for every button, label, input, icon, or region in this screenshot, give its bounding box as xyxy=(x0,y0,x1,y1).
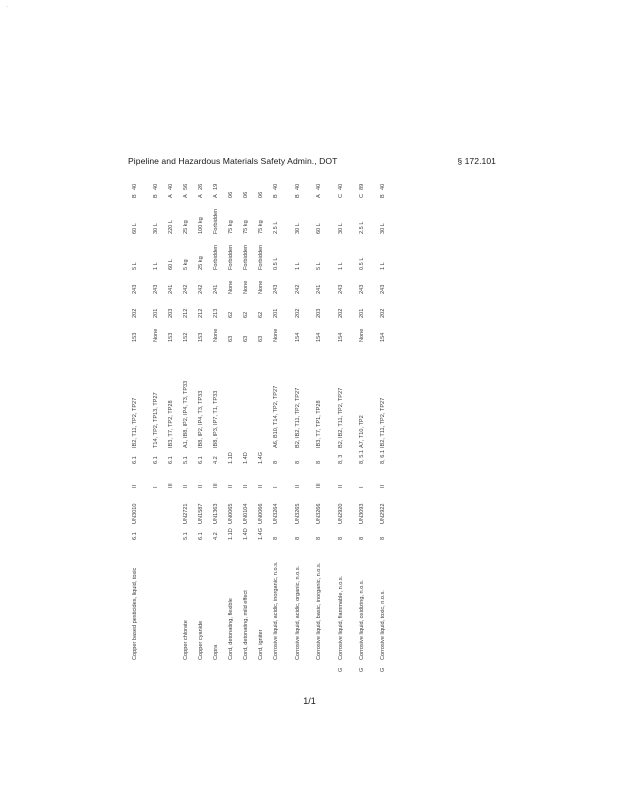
cell-id: UN0066 xyxy=(258,503,265,524)
cell-q1: 5 L xyxy=(132,262,138,270)
cell-lbl: 4.2 xyxy=(213,456,220,464)
cell-sp: IB8, IP3, IP7, T1, TP33 xyxy=(213,390,220,448)
cell-pg: I xyxy=(273,486,280,488)
cell-ves2: 40 xyxy=(168,183,175,190)
cell-id: UN2721 xyxy=(183,503,190,524)
cell-sym: G xyxy=(337,667,344,672)
cell-pg: II xyxy=(243,484,250,488)
table-row xyxy=(153,182,160,672)
cell-cls: 4.2 xyxy=(213,532,220,540)
page-footer: 1/1 xyxy=(303,696,316,706)
cell-desc: Copper chlorate xyxy=(183,620,190,660)
cell-ves2: 19 xyxy=(213,183,220,190)
cell-pk2: 62 xyxy=(258,311,265,318)
cell-cls: 1.1D xyxy=(228,528,235,540)
cell-q1: 0.5 L xyxy=(273,257,280,270)
cell-q2: 2.5 L xyxy=(359,221,365,234)
cell-pg: II xyxy=(380,484,387,488)
header-agency-title: Pipeline and Hazardous Materials Safety Admin., DOT xyxy=(128,156,338,166)
hazmat-table-rotated xyxy=(128,182,496,672)
cell-lbl: 1.1D xyxy=(228,452,235,464)
cell-pk1: None xyxy=(273,328,280,342)
table-row xyxy=(295,182,308,672)
cell-pk1: 63 xyxy=(258,335,265,342)
cell-ves2: 40 xyxy=(132,183,138,190)
cell-id: UN1587 xyxy=(198,503,205,524)
cell-cls: 8 xyxy=(294,536,301,540)
cell-desc: Corrosive liquid, basic, inorganic, n.o.s. xyxy=(316,562,323,660)
cell-sp: B2, IB2, T11, TP2, TP27 xyxy=(294,387,301,448)
cell-lbl: 8 xyxy=(273,460,280,464)
table-row xyxy=(380,182,393,672)
cell-q1: 25 kg xyxy=(198,256,205,270)
cell-pk2: 201 xyxy=(273,308,280,318)
cell-q2: 75 kg xyxy=(228,220,235,234)
cell-q2: 60 L xyxy=(316,223,323,234)
cell-sp: A6, B10, T14, TP2, TP27 xyxy=(273,385,280,448)
cell-cls: 1.4G xyxy=(258,527,265,540)
cell-desc: Corrosive liquid, acidic, inorganic, n.o.s. xyxy=(273,561,280,660)
cell-ves: A xyxy=(198,194,205,198)
cell-cls: 6.1 xyxy=(132,532,138,540)
cell-pg: I xyxy=(359,486,365,488)
cell-q2: 30 L xyxy=(294,223,301,234)
running-header xyxy=(128,156,496,168)
cell-pk1: None xyxy=(153,328,160,342)
cell-sp: A1, IB8, IP2, IP4, T3, TP33 xyxy=(183,380,190,448)
cell-ves2: 89 xyxy=(359,183,365,190)
cell-ves2: 40 xyxy=(380,183,387,190)
cell-lbl: 6.1 xyxy=(153,456,160,464)
cell-ves2: 40 xyxy=(337,183,344,190)
cell-pg: III xyxy=(168,483,175,488)
cell-sp: A7, T10, TP2 xyxy=(359,415,365,448)
table-row xyxy=(213,182,220,672)
cell-pk1: 152 xyxy=(183,332,190,342)
cell-lbl: 8, 5.1 xyxy=(359,450,365,464)
cell-q1: 1 L xyxy=(337,262,344,270)
cell-pg: II xyxy=(258,484,265,488)
cell-lbl: 8 xyxy=(316,460,323,464)
cell-cls: 8 xyxy=(359,536,365,540)
cell-pg: I xyxy=(153,486,160,488)
corner-mark: · xyxy=(6,4,8,10)
cell-desc: Copper cyanide xyxy=(198,620,205,660)
cell-pk1: None xyxy=(359,328,365,342)
cell-pk3: None xyxy=(243,280,250,294)
cell-q2: 25 kg xyxy=(183,220,190,234)
table-row xyxy=(273,182,286,672)
cell-pk1: None xyxy=(213,328,220,342)
cell-pg: III xyxy=(316,483,323,488)
cell-id: UN1363 xyxy=(213,503,220,524)
cell-q2: 30 L xyxy=(380,223,387,234)
cell-desc: Cord, igniter xyxy=(258,629,265,660)
cell-cls: 8 xyxy=(273,536,280,540)
cell-ves2: 40 xyxy=(153,183,160,190)
cell-ves: B xyxy=(132,194,138,198)
cell-desc: Cord, detonating, mild effect xyxy=(243,590,250,660)
cell-ves2: 40 xyxy=(294,183,301,190)
cell-ves: 06 xyxy=(243,191,250,198)
cell-ves: C xyxy=(359,193,365,198)
cell-pk2: 201 xyxy=(153,308,160,318)
cell-pk2: 62 xyxy=(228,311,235,318)
cell-ves2: 40 xyxy=(273,183,280,190)
cell-pk3: None xyxy=(258,280,265,294)
cell-id: UN3264 xyxy=(273,503,280,524)
cell-pk3: 242 xyxy=(198,284,205,294)
cell-q1: 1 L xyxy=(294,262,301,270)
cell-desc: Corrosive liquid, oxidizing, n.o.s. xyxy=(359,579,365,660)
table-row xyxy=(228,182,235,672)
hazmat-table-region xyxy=(128,182,496,672)
cell-pk1: 153 xyxy=(132,332,138,342)
cell-q1: 1 L xyxy=(380,262,387,270)
cell-pk1: 154 xyxy=(316,332,323,342)
cell-ves: B xyxy=(294,194,301,198)
cell-pk3: 243 xyxy=(380,284,387,294)
cell-cls: 8 xyxy=(337,536,344,540)
cell-pk1: 63 xyxy=(228,335,235,342)
cell-ves: A xyxy=(183,194,190,198)
cell-q2: 60 L xyxy=(132,223,138,234)
cell-q1: Forbidden xyxy=(258,244,265,270)
cell-pk3: 243 xyxy=(153,284,160,294)
cell-q2: 75 kg xyxy=(258,220,265,234)
cell-sym: G xyxy=(380,667,387,672)
cell-pk3: 243 xyxy=(337,284,344,294)
cell-lbl: 6.1 xyxy=(132,456,138,464)
cell-pg: II xyxy=(337,484,344,488)
cell-q1: 0.5 L xyxy=(359,257,365,270)
cell-q1: 5 L xyxy=(316,262,323,270)
cell-pk3: 243 xyxy=(359,284,365,294)
cell-lbl: 1.4D xyxy=(243,452,250,464)
cell-lbl: 6.1 xyxy=(198,456,205,464)
cell-pg: II xyxy=(132,484,138,488)
cell-cls: 8 xyxy=(316,536,323,540)
cell-desc: Corrosive liquid, toxic, n.o.s. xyxy=(380,590,387,660)
cell-ves2: 56 xyxy=(183,183,190,190)
table-row xyxy=(168,182,175,672)
cell-pg: II xyxy=(294,484,301,488)
cell-cls: 6.1 xyxy=(198,532,205,540)
cell-pk1: 154 xyxy=(294,332,301,342)
cell-sp: IB3, T7, TP1, TP28 xyxy=(316,400,323,448)
cell-q1: Forbidden xyxy=(243,244,250,270)
table-row xyxy=(183,182,190,672)
cell-lbl: 8, 6.1 xyxy=(380,450,387,464)
cell-q2: 75 kg xyxy=(243,220,250,234)
cell-pk1: 153 xyxy=(198,332,205,342)
cell-pk1: 153 xyxy=(168,332,175,342)
cell-ves: B xyxy=(380,194,387,198)
cell-lbl: 8, 3 xyxy=(337,454,344,464)
cell-lbl: 1.4G xyxy=(258,451,265,464)
table-row xyxy=(258,182,265,672)
cell-id: UN0065 xyxy=(228,503,235,524)
cell-ves2: 26 xyxy=(198,183,205,190)
cell-ves2: 40 xyxy=(316,183,323,190)
cell-q2: 220 L xyxy=(168,220,175,234)
cell-q2: 30 L xyxy=(337,223,344,234)
cell-q1: 5 kg xyxy=(183,259,190,270)
cell-q1: 1 L xyxy=(153,262,160,270)
table-row xyxy=(243,182,250,672)
cell-sym: G xyxy=(359,667,365,672)
cell-pk2: 213 xyxy=(213,308,220,318)
cell-pg: II xyxy=(198,484,205,488)
cell-pk2: 62 xyxy=(243,311,250,318)
header-section-number: § 172.101 xyxy=(457,156,496,166)
cell-pk2: 202 xyxy=(380,308,387,318)
cell-pk3: None xyxy=(228,280,235,294)
cell-cls: 1.4D xyxy=(243,528,250,540)
cell-ves: A xyxy=(213,194,220,198)
cell-pk2: 202 xyxy=(294,308,301,318)
cell-pg: III xyxy=(213,483,220,488)
cell-pg: II xyxy=(183,484,190,488)
cell-pg: II xyxy=(228,484,235,488)
cell-q2: 2.5 L xyxy=(273,221,280,234)
cell-pk2: 201 xyxy=(359,308,365,318)
cell-id: UN3266 xyxy=(316,503,323,524)
cell-pk1: 154 xyxy=(380,332,387,342)
cell-ves: 06 xyxy=(228,191,235,198)
cell-lbl: 5.1 xyxy=(183,456,190,464)
cell-id: UN3265 xyxy=(294,503,301,524)
cell-q1: Forbidden xyxy=(213,244,220,270)
cell-q2: 100 kg xyxy=(198,217,205,234)
cell-ves: B xyxy=(273,194,280,198)
cell-desc: Copper based pesticides, liquid, toxic xyxy=(132,567,138,660)
cell-desc: Cord, detonating, flexible xyxy=(228,598,235,660)
cell-desc: Corrosive liquid, flammable, n.o.s. xyxy=(337,575,344,660)
cell-id: UN3010 xyxy=(132,503,138,524)
cell-sp: B2, IB2, T11, TP2, TP27 xyxy=(337,387,344,448)
table-row xyxy=(316,182,329,672)
cell-lbl: 6.1 xyxy=(168,456,175,464)
cell-pk3: 241 xyxy=(168,284,175,294)
cell-pk2: 212 xyxy=(198,308,205,318)
table-row xyxy=(338,182,351,672)
cell-sp: IB2, T11, TP2, TP27 xyxy=(380,397,387,448)
table-row xyxy=(132,182,145,672)
cell-desc: Corrosive liquid, acidic, organic, n.o.s. xyxy=(294,565,301,660)
cell-pk3: 241 xyxy=(316,284,323,294)
cell-pk2: 203 xyxy=(316,308,323,318)
cell-id: UN3093 xyxy=(359,503,365,524)
cell-pk3: 241 xyxy=(213,284,220,294)
cell-pk2: 202 xyxy=(132,308,138,318)
cell-desc: Copra xyxy=(213,644,220,660)
cell-pk2: 203 xyxy=(168,308,175,318)
cell-pk1: 154 xyxy=(337,332,344,342)
cell-id: UN2922 xyxy=(380,503,387,524)
cell-cls: 5.1 xyxy=(183,532,190,540)
cell-q2: Forbidden xyxy=(213,208,220,234)
cell-sp: IB8, IP2, IP4, T3, TP33 xyxy=(198,390,205,448)
cell-ves: B xyxy=(153,194,160,198)
cell-pk3: 242 xyxy=(294,284,301,294)
cell-pk3: 242 xyxy=(183,284,190,294)
cell-sp: IB3, T7, TP2, TP28 xyxy=(168,400,175,448)
cell-cls: 8 xyxy=(380,536,387,540)
cell-q1: 60 L xyxy=(168,259,175,270)
cell-ves: A xyxy=(316,194,323,198)
cell-ves: C xyxy=(337,193,344,198)
cell-pk2: 212 xyxy=(183,308,190,318)
table-row xyxy=(198,182,205,672)
cell-pk3: 243 xyxy=(273,284,280,294)
cell-ves: A xyxy=(168,194,175,198)
cell-id: UN0104 xyxy=(243,503,250,524)
cell-lbl: 8 xyxy=(294,460,301,464)
cell-q1: Forbidden xyxy=(228,244,235,270)
cell-pk2: 202 xyxy=(337,308,344,318)
cell-ves: 06 xyxy=(258,191,265,198)
cell-pk1: 63 xyxy=(243,335,250,342)
table-row xyxy=(359,182,372,672)
cell-sp: IB2, T11, TP2, TP27 xyxy=(132,397,138,448)
cell-q2: 30 L xyxy=(153,223,160,234)
cell-id: UN2920 xyxy=(337,503,344,524)
cell-pk3: 243 xyxy=(132,284,138,294)
cell-sp: T14, TP2, TP13, TP27 xyxy=(153,392,160,448)
